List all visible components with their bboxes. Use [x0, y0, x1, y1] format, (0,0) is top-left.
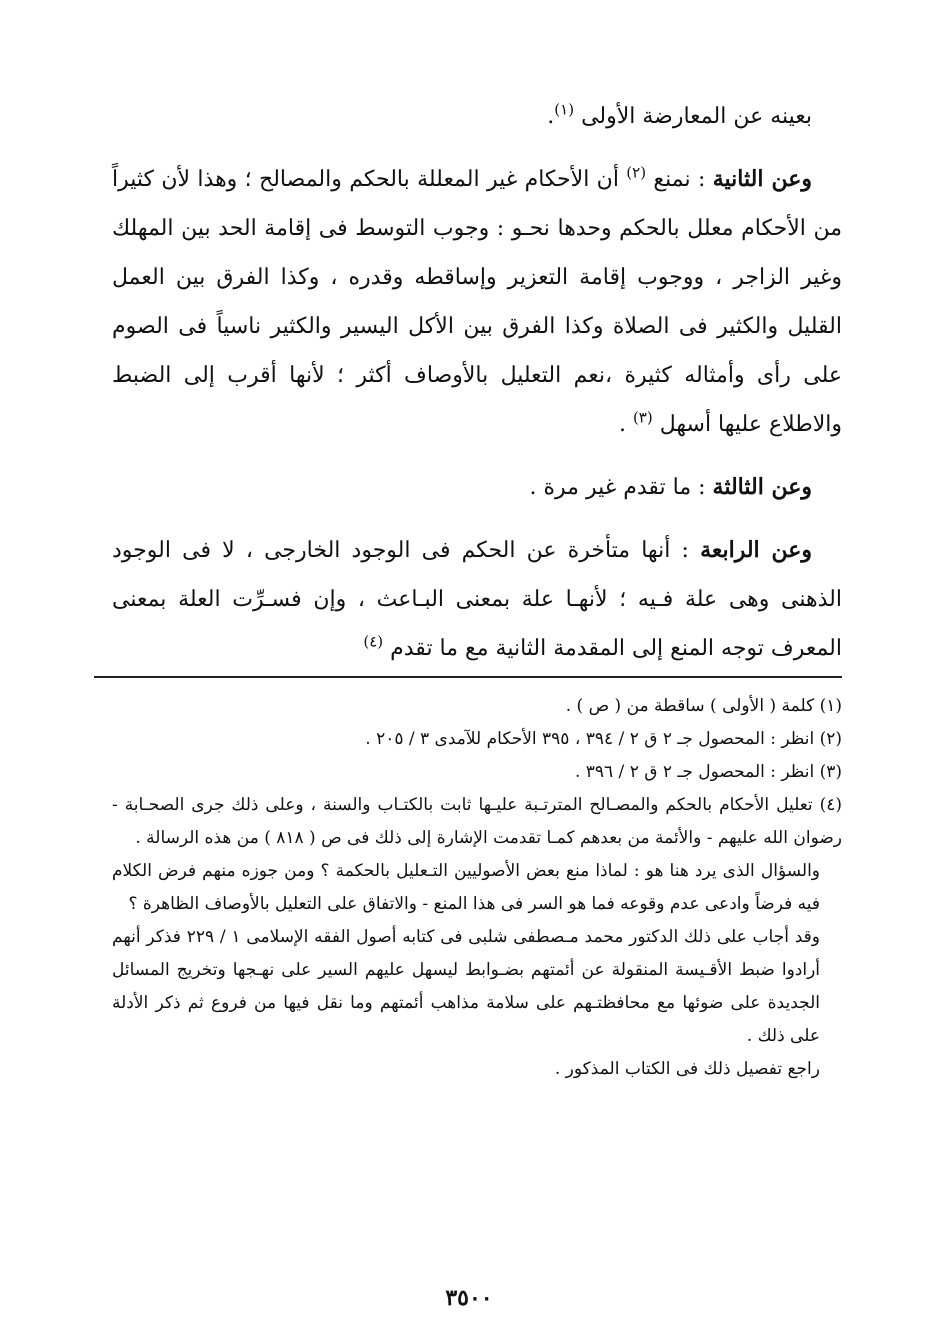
footnote-2: (٢) انظر : المحصول جـ ٢ ق ٢ / ٣٩٤ ، ٣٩٥ الأحكام للآمدى ٣ / ٢٠٥ .	[365, 729, 842, 749]
footnote-ref-3: (٣)	[632, 408, 653, 427]
footnote-3: (٣) انظر : المحصول جـ ٢ ق ٢ / ٣٩٦ .	[574, 762, 842, 782]
paragraph-2-lead: وعن الثانية	[712, 166, 812, 192]
paragraph-3-text: : ما تقدم غير مرة .	[529, 475, 713, 500]
footnote-ref-4: (٤)	[363, 632, 384, 651]
footnote-ref-2: (٢)	[626, 163, 647, 182]
page-number: ٣٥٠٠	[445, 1285, 493, 1311]
paragraph-2-text-a: : نمنع	[646, 167, 713, 192]
main-text	[112, 92, 842, 673]
paragraph-1	[112, 92, 842, 141]
footnote-divider	[94, 676, 842, 678]
footnote-4-continuation-1: والسؤال الذى يرد هنا هو : لماذا منع بعض الأصوليين التـعليل بالحكمة ؟ ومن جوزه منهم فرض الكلام فيه فرضاً وادعى عدم وقوعه فما هو السر فى هذا المنع - والاتفاق على التعليل بالأوصاف الظاهرة ؟	[112, 861, 820, 914]
paragraph-2	[112, 155, 842, 449]
footnote-1: (١) كلمة ( الأولى ) ساقطة من ( ص ) .	[565, 696, 842, 716]
footnote-ref-1: (١)	[554, 100, 575, 119]
footnotes-section	[112, 690, 842, 1086]
paragraph-4-text: : أنها متأخرة عن الحكم فى الوجود الخارجى ، لا فى الوجود الذهنى وهى علة فـيه ؛ لأنهـا علة بمعنى البـاعث ، وإن فسـرِّت العلة بمعنى المعرف توجه المنع إلى المقدمة الثانية مع ما تقدم	[112, 538, 842, 661]
footnote-4: (٤) تعليل الأحكام بالحكم والمصـالح المترتـبة عليـها ثابت بالكتـاب والسنة ، وعلى ذلك جرى الصحـابة - رضوان الله عليهم - والأئمة من بعدهم كمـا تقدمت الإشارة إلى ذلك فى ص ( ٨١٨ ) من هذه الرسالة .	[112, 795, 842, 848]
footnote-4-continuation-3: راجع تفصيل ذلك فى الكتاب المذكور .	[554, 1059, 820, 1079]
paragraph-2-end: .	[618, 412, 633, 437]
paragraph-1-text: بعينه عن المعارضة الأولى	[581, 104, 812, 129]
paragraph-3	[112, 463, 842, 512]
paragraph-4	[112, 526, 842, 673]
paragraph-4-lead: وعن الرابعة	[700, 537, 812, 563]
footnote-4-continuation-2: وقد أجاب على ذلك الدكتور محمد مـصطفى شلبى فى كتابه أصول الفقه الإسلامى ١ / ٢٢٩ فذكر أنهم أرادوا ضبط الأقـيسة المنقولة عن أئمتهم بضـوابط ليسهل عليهم السير على نهـجها وتخريج المسائل الجديدة على ضوئها مع محافظتـهم على سلامة مذاهب أئمتهم وما نقل فيها من فروع ثم ذكر الأدلة على ذلك .	[112, 927, 820, 1046]
paragraph-2-text-b: أن الأحكام غير المعللة بالحكم والمصالح ؛ وهذا لأن كثيراً من الأحكام معلل بالحكم وحدها نحـو : وجوب التوسط فى إقامة الحد بين المهلك وغير الزاجر ، ووجوب إقامة التعزير وإساقطه وقدره ، وكذا الفرق بين العمل القليل والكثير فى الصلاة وكذا الفرق بين الأكل اليسير والكثير ناسياً فى الصوم على رأى وأمثاله كثيرة ،نعم التعليل بالأوصاف أكثر ؛ لأنها أقرب إلى الضبط والاطلاع عليها أسهل	[112, 167, 842, 437]
paragraph-1-end: .	[547, 104, 555, 129]
paragraph-3-lead: وعن الثالثة	[712, 474, 812, 500]
